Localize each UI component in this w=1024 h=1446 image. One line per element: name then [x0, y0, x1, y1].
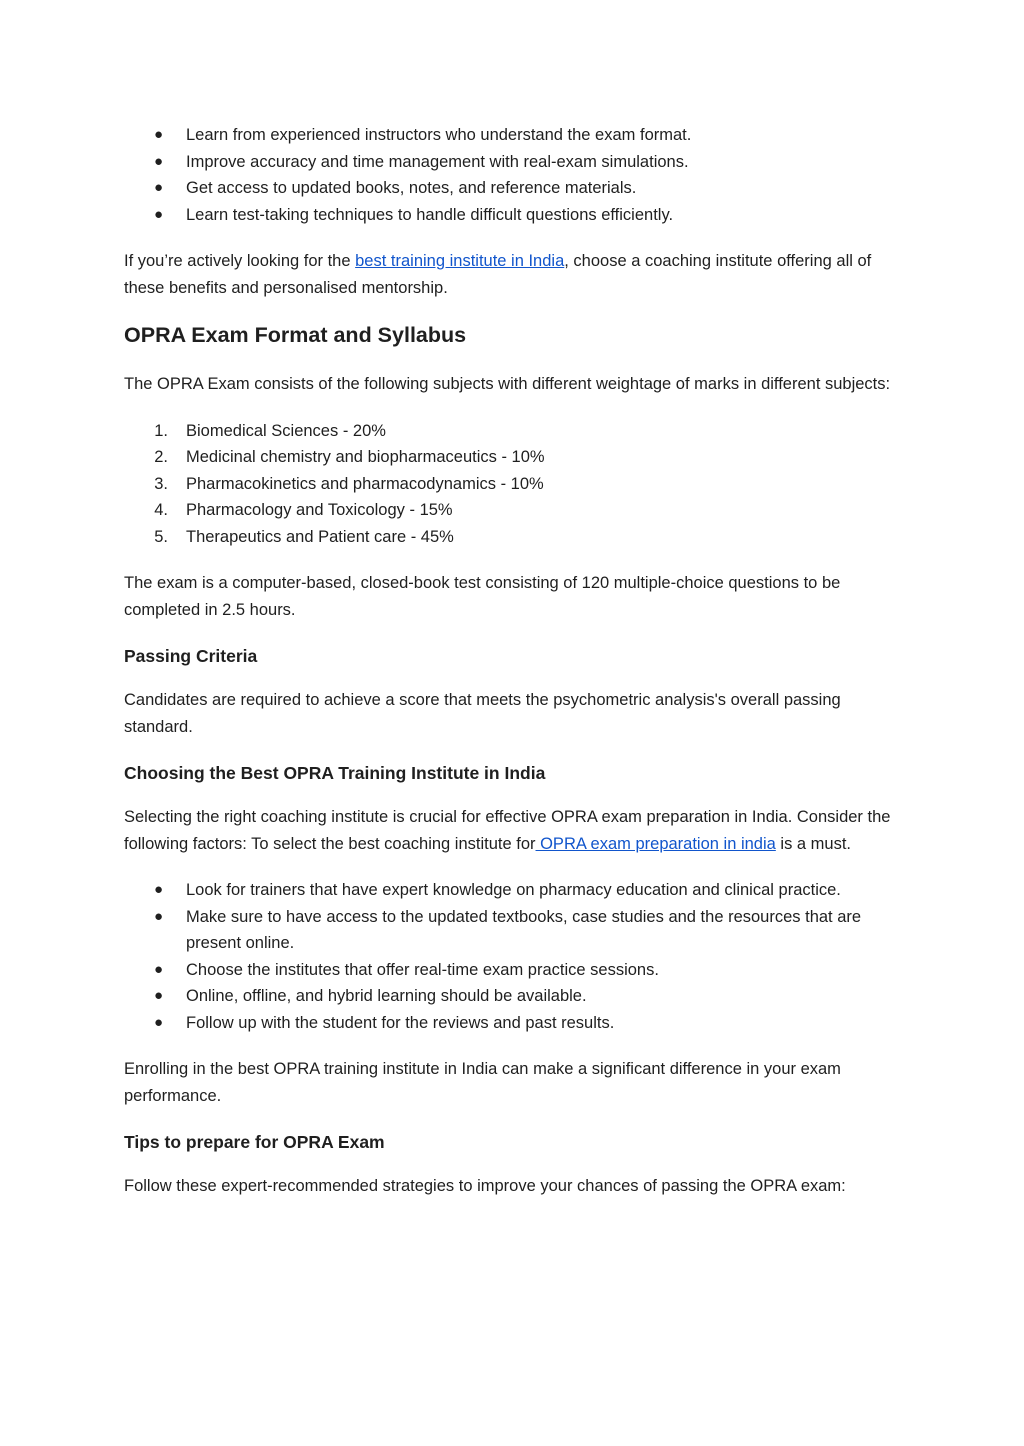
list-item: [124, 418, 904, 445]
list-number: 4.: [154, 501, 168, 519]
section-heading-format: OPRA Exam Format and Syllabus: [124, 323, 467, 347]
bullet-icon: ●: [154, 907, 164, 925]
passing-paragraph: Candidates are required to achieve a score that meets the psychometric analysis's overall passing standard.: [124, 691, 841, 736]
bullet-icon: ●: [154, 126, 164, 143]
list-item-text: Choose the institutes that offer real-time exam practice sessions.: [186, 960, 659, 979]
bullet-icon: ●: [154, 881, 164, 898]
bullet-icon: ●: [154, 179, 164, 196]
list-item: [124, 497, 904, 524]
list-number: 2.: [154, 448, 168, 466]
list-number: 5.: [154, 527, 168, 546]
list-item-text: Pharmacology and Toxicology - 15%: [186, 501, 453, 519]
bullet-icon: ●: [154, 205, 164, 223]
list-item: [124, 1010, 904, 1037]
paragraph-text: is a must.: [775, 834, 852, 853]
opra-exam-preparation-link[interactable]: OPRA exam preparation in india: [535, 834, 776, 853]
list-item-text: Pharmacokinetics and pharmacodynamics - 10%: [186, 474, 544, 493]
list-item: [124, 444, 904, 471]
paragraph-text: Selecting the right coaching institute is crucial for effective OPRA exam preparation in India. Consider the following factors: To select the best coaching institute for: [124, 808, 891, 853]
list-item: [124, 122, 904, 149]
bullet-icon: ●: [154, 987, 164, 1004]
search-paragraph: [124, 248, 904, 301]
factors-list: [124, 877, 904, 1036]
paragraph-text: If you’re actively looking for the: [124, 252, 356, 270]
section-heading-passing: Passing Criteria: [124, 646, 258, 666]
list-item: [124, 202, 904, 229]
section-heading-tips: Tips to prepare for OPRA Exam: [124, 1132, 385, 1152]
list-item-text: Medicinal chemistry and biopharmaceutics - 10%: [186, 448, 545, 466]
list-item-text: Make sure to have access to the updated textbooks, case studies and the resources that are present online.: [186, 907, 862, 952]
list-item-text: Look for trainers that have expert knowledge on pharmacy education and clinical practice.: [186, 881, 841, 899]
list-item-text: Biomedical Sciences - 20%: [186, 421, 386, 440]
benefits-list: [124, 122, 904, 228]
best-training-institute-link[interactable]: best training institute in India: [355, 252, 565, 270]
list-item: [124, 471, 904, 498]
bullet-icon: ●: [154, 960, 164, 978]
list-number: 1.: [154, 421, 168, 440]
list-number: 3.: [154, 474, 168, 493]
list-item: [124, 957, 904, 984]
subjects-list: [124, 418, 904, 551]
list-item-text: Improve accuracy and time management with real-exam simulations.: [186, 152, 689, 171]
follow-paragraph: Follow these expert-recommended strategies to improve your chances of passing the OPRA exam:: [124, 1177, 846, 1195]
list-item-text: Therapeutics and Patient care - 45%: [186, 527, 454, 546]
list-item: [124, 877, 904, 904]
list-item-text: Follow up with the student for the reviews and past results.: [186, 1013, 615, 1032]
list-item: [124, 983, 904, 1010]
bullet-icon: ●: [154, 1013, 164, 1031]
enroll-paragraph: Enrolling in the best OPRA training institute in India can make a significant difference in your exam performance.: [124, 1060, 841, 1105]
list-item-text: Get access to updated books, notes, and reference materials.: [186, 179, 637, 197]
list-item-text: Learn test-taking techniques to handle difficult questions efficiently.: [186, 205, 674, 224]
select-paragraph: [124, 804, 904, 857]
list-item: [124, 149, 904, 176]
list-item-text: Online, offline, and hybrid learning should be available.: [186, 987, 587, 1005]
consists-paragraph: The OPRA Exam consists of the following subjects with different weightage of marks in different subjects:: [124, 375, 891, 393]
paragraph-text: , choose a coaching institute offering all of these benefits and personalised mentorship.: [124, 252, 872, 297]
bullet-icon: ●: [154, 152, 164, 170]
list-item-text: Learn from experienced instructors who understand the exam format.: [186, 126, 692, 144]
list-item: [124, 904, 904, 957]
list-item: [124, 175, 904, 202]
list-item: [124, 524, 904, 551]
section-heading-choosing: Choosing the Best OPRA Training Institute in India: [124, 763, 546, 783]
exam-paragraph: The exam is a computer-based, closed-book test consisting of 120 multiple-choice questions to be completed in 2.5 hours.: [124, 574, 841, 619]
document-page: [124, 122, 904, 1220]
